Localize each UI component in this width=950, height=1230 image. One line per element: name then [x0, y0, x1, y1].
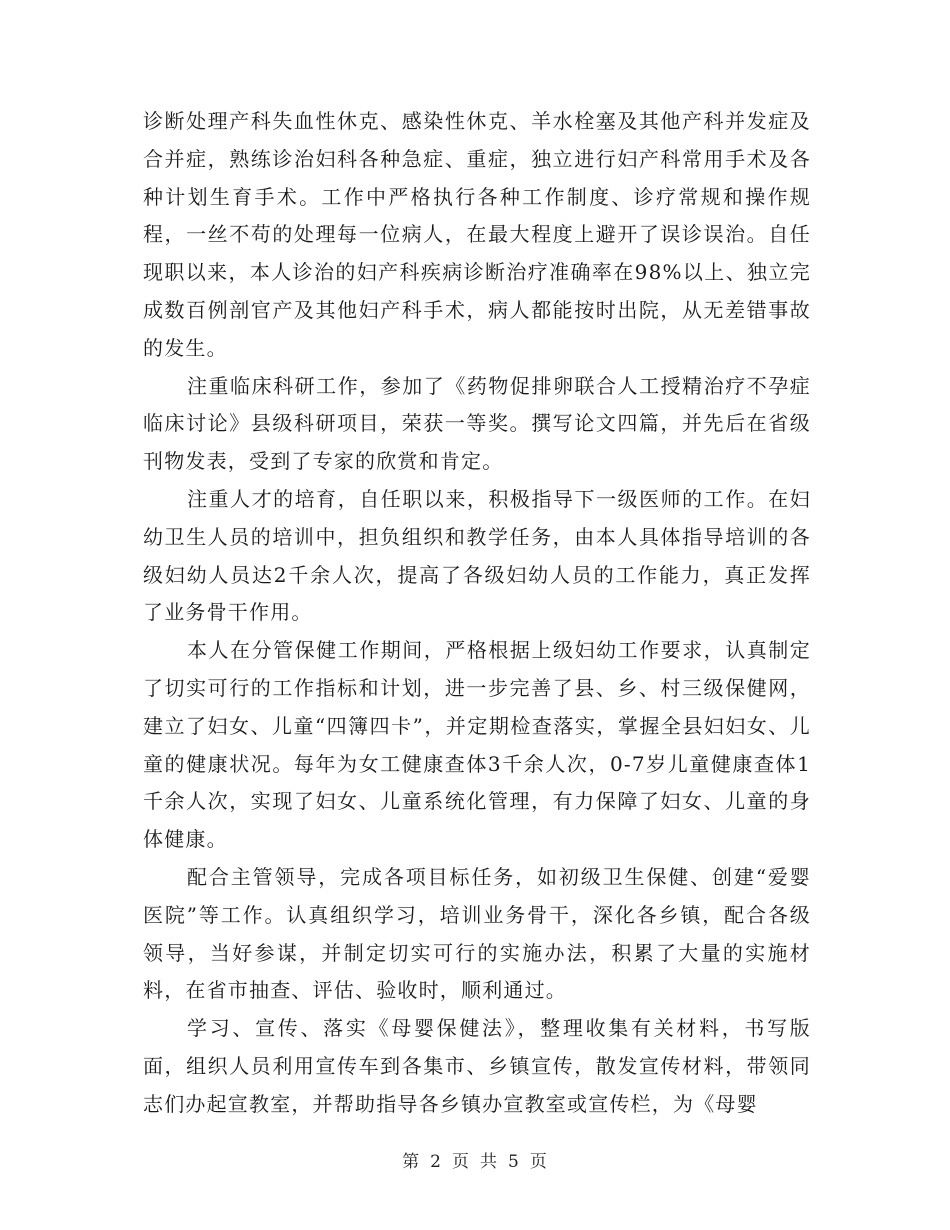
footer-page-word: 页	[452, 1152, 470, 1172]
footer-current-page: 2	[430, 1152, 442, 1172]
paragraph-2: 注重临床科研工作，参加了《药物促排卵联合人工授精治疗不孕症临床讨论》县级科研项目，荣获一等奖。撰写论文四篇，并先后在省级刊物发表，受到了专家的欣赏和肯定。	[143, 373, 811, 474]
paragraph-4: 本人在分管保健工作期间，严格根据上级妇幼工作要求，认真制定了切实可行的工作指标和计划，进一步完善了县、乡、村三级保健网，建立了妇女、儿童“四簿四卡”，并定期检查落实，掌握全县妇妇女、儿童的健康状况。每年为女工健康查体3千余人次，0-7岁儿童健康查体1千余人次，实现了妇女、儿童系统化管理，有力保障了妇女、儿童的身体健康。	[143, 638, 811, 852]
footer-total-word: 共	[480, 1152, 498, 1172]
paragraph-1: 诊断处理产科失血性休克、感染性休克、羊水栓塞及其他产科并发症及合并症，熟练诊治妇科各种急症、重症，独立进行妇产科常用手术及各种计划生育手术。工作中严格执行各种工作制度、诊疗常规和操作规程，一丝不苟的处理每一位病人，在最大程度上避开了误诊误治。自任现职以来，本人诊治的妇产科疾病诊断治疗准确率在98%以上、独立完成数百例剖官产及其他妇产科手术，病人都能按时出院，从无差错事故的发生。	[143, 109, 811, 360]
paragraph-5: 配合主管领导，完成各项目标任务，如初级卫生保健、创建“爱婴医院”等工作。认真组织学习，培训业务骨干，深化各乡镇，配合各级领导，当好参谋，并制定切实可行的实施办法，积累了大量的实施材料，在省市抽查、评估、验收时，顺利通过。	[143, 864, 811, 1003]
footer-prefix: 第	[402, 1152, 421, 1172]
document-body	[143, 103, 811, 1124]
page-footer	[0, 1147, 950, 1172]
footer-total-pages: 5	[508, 1152, 520, 1172]
paragraph-6: 学习、宣传、落实《母婴保健法》，整理收集有关材料，书写版面，组织人员利用宣传车到各集市、乡镇宣传，散发宣传材料，带领同志们办起宣教室，并帮助指导各乡镇办宣教室或宣传栏，为《母婴	[143, 1016, 811, 1116]
paragraph-3: 注重人才的培育，自任职以来，积极指导下一级医师的工作。在妇幼卫生人员的培训中，担负组织和教学任务，由本人具体指导培训的各级妇幼人员达2千余人次，提高了各级妇幼人员的工作能力，真正发挥了业务骨干作用。	[143, 486, 811, 625]
footer-suffix: 页	[529, 1152, 548, 1172]
